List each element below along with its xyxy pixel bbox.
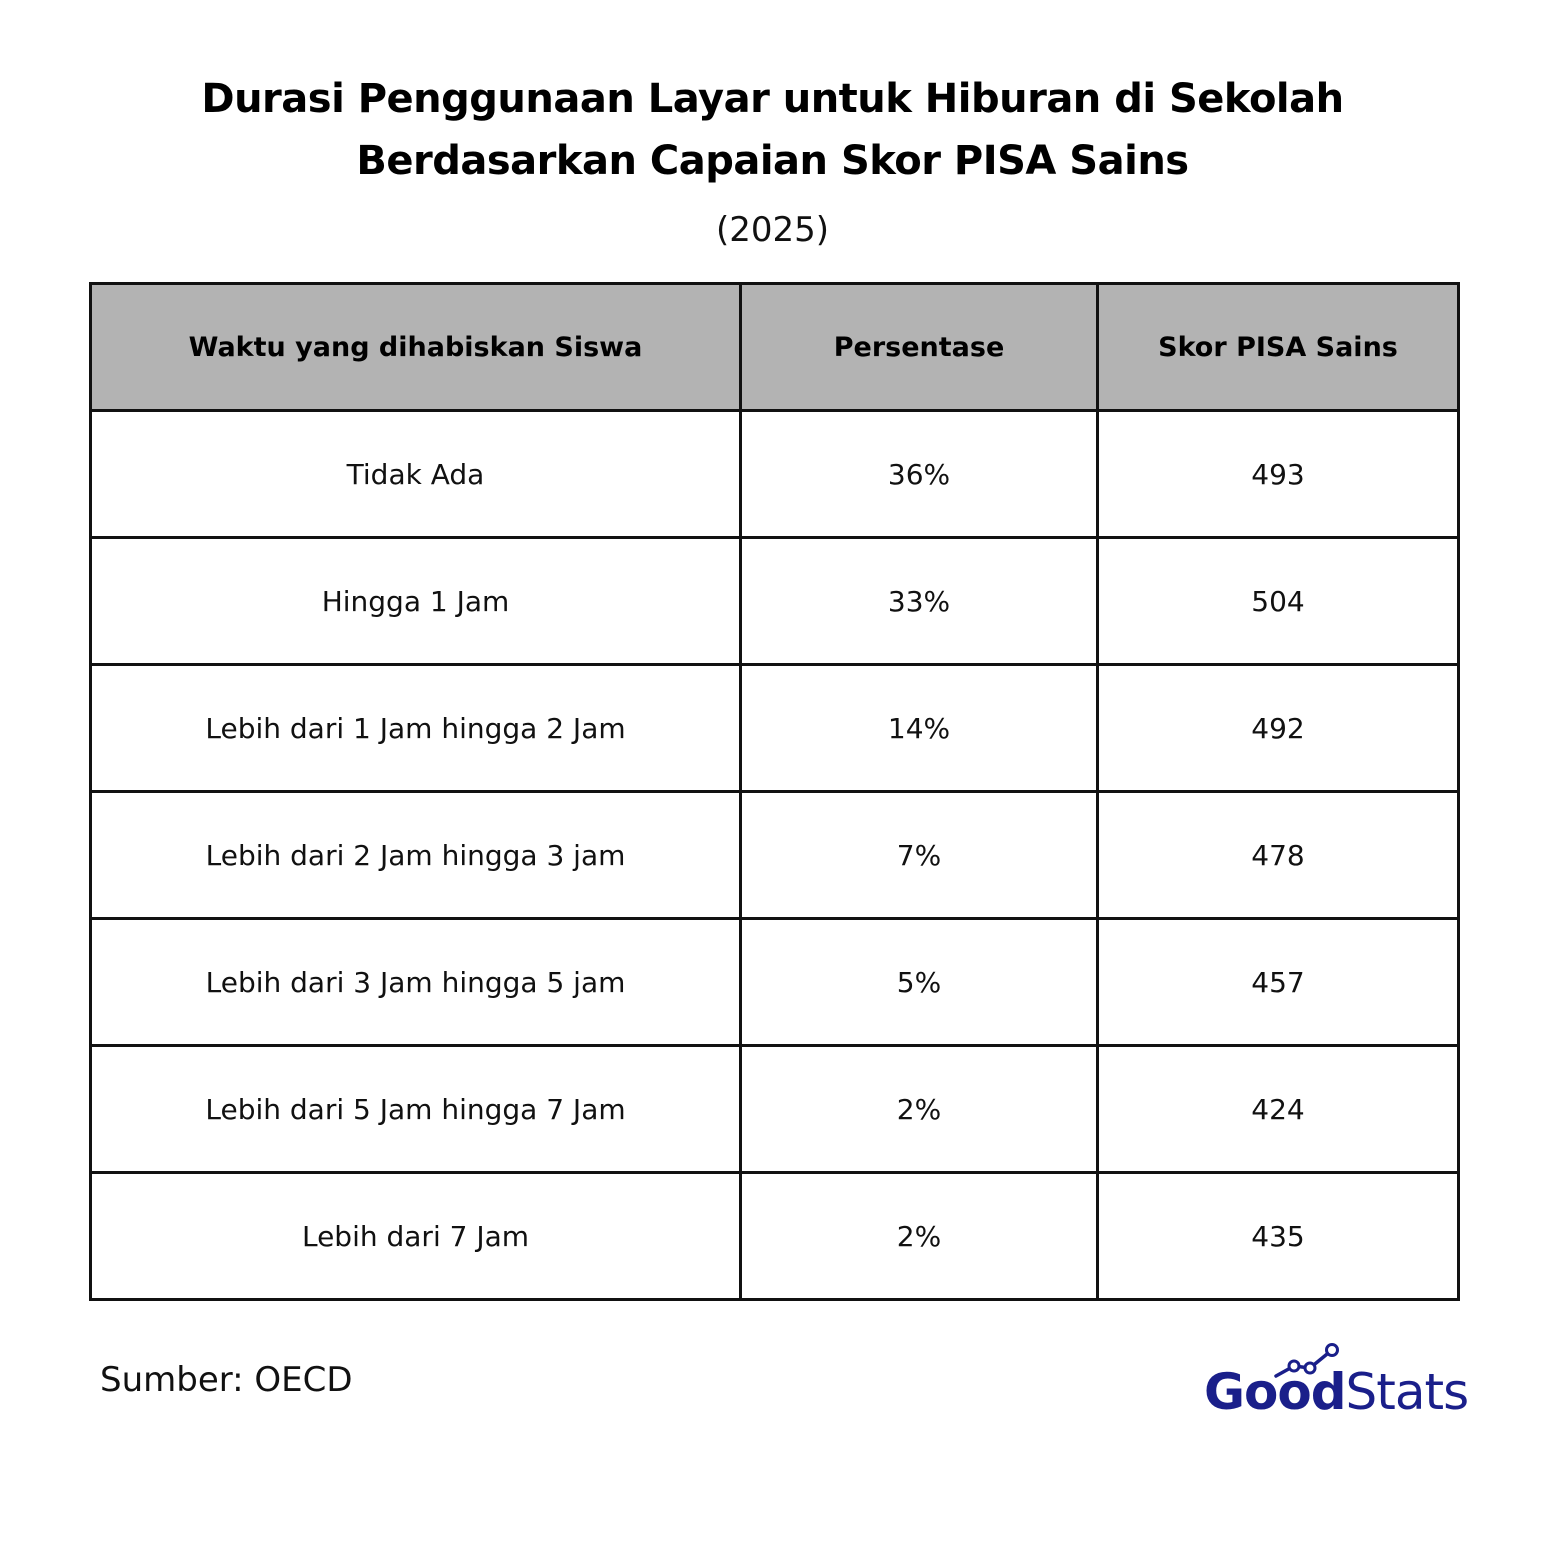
cell-waktu: Lebih dari 1 Jam hingga 2 Jam	[91, 665, 741, 792]
subtitle-year: (2025)	[715, 210, 830, 250]
cell-skor: 435	[1098, 1173, 1459, 1300]
goodstats-logo	[1200, 1340, 1469, 1430]
cell-persentase: 2%	[741, 1046, 1098, 1173]
logo-wordmark	[1204, 1362, 1468, 1422]
cell-persentase: 14%	[741, 665, 1098, 792]
logo-stats-text: Stats	[1345, 1363, 1469, 1421]
cell-waktu: Lebih dari 7 Jam	[91, 1173, 741, 1300]
cell-persentase: 5%	[741, 919, 1098, 1046]
title-line-2: Berdasarkan Capaian Skor PISA Sains	[356, 138, 1189, 184]
cell-skor: 493	[1098, 411, 1459, 538]
source-note: Sumber: OECD	[100, 1360, 353, 1400]
cell-skor: 478	[1098, 792, 1459, 919]
cell-waktu: Lebih dari 2 Jam hingga 3 jam	[91, 792, 741, 919]
header-persentase: Persentase	[741, 284, 1098, 411]
cell-persentase: 36%	[741, 411, 1098, 538]
cell-persentase: 7%	[741, 792, 1098, 919]
page-title	[0, 68, 1545, 192]
header-waktu: Waktu yang dihabiskan Siswa	[91, 284, 741, 411]
table-row	[91, 665, 1459, 792]
cell-waktu: Lebih dari 5 Jam hingga 7 Jam	[91, 1046, 741, 1173]
cell-skor: 504	[1098, 538, 1459, 665]
cell-waktu: Lebih dari 3 Jam hingga 5 jam	[91, 919, 741, 1046]
table-row	[91, 919, 1459, 1046]
title-line-1: Durasi Penggunaan Layar untuk Hiburan di Sekolah	[201, 76, 1344, 122]
cell-skor: 424	[1098, 1046, 1459, 1173]
cell-persentase: 33%	[741, 538, 1098, 665]
cell-persentase: 2%	[741, 1173, 1098, 1300]
cell-skor: 492	[1098, 665, 1459, 792]
table-row	[91, 538, 1459, 665]
data-table	[89, 282, 1460, 1301]
cell-skor: 457	[1098, 919, 1459, 1046]
table-row	[91, 411, 1459, 538]
cell-waktu: Hingga 1 Jam	[91, 538, 741, 665]
table-header-row	[91, 284, 1459, 411]
cell-waktu: Tidak Ada	[91, 411, 741, 538]
header-skor: Skor PISA Sains	[1098, 284, 1459, 411]
table-row	[91, 1173, 1459, 1300]
table-row	[91, 1046, 1459, 1173]
logo-good-text: Good	[1204, 1363, 1346, 1421]
table-row	[91, 792, 1459, 919]
